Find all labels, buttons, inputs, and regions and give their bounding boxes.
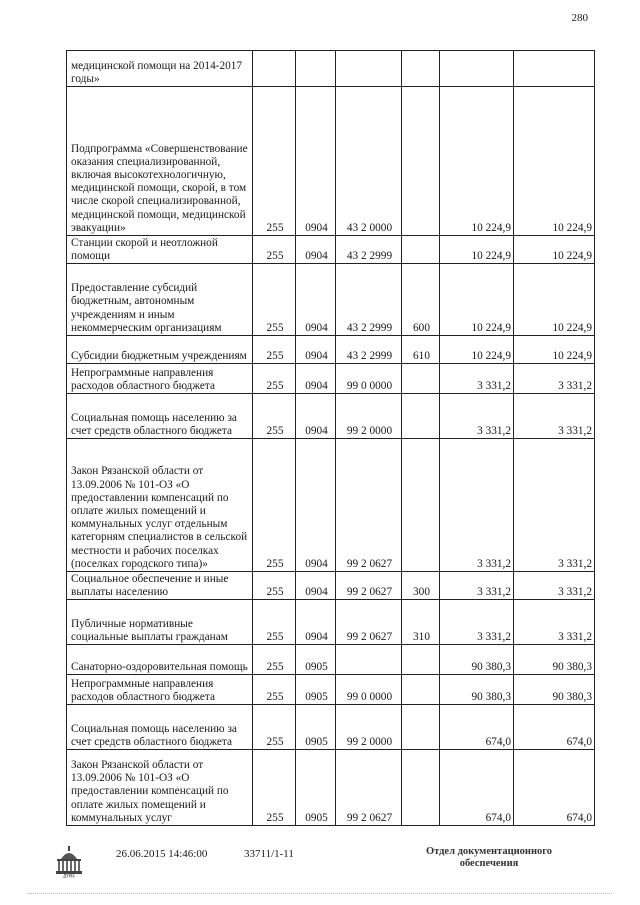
row-name: Социальное обеспечение и иные выплаты населению <box>67 572 253 600</box>
table-row <box>67 705 595 750</box>
row-target-code: 99 2 0000 <box>336 705 402 750</box>
row-target-code: 99 2 0627 <box>336 439 402 572</box>
row-sum-2016: 674,0 <box>440 705 514 750</box>
row-gr-code: 255 <box>253 394 296 439</box>
row-target-code: 99 2 0627 <box>336 600 402 645</box>
row-gr-code: 255 <box>253 336 296 364</box>
row-sum-2016: 3 331,2 <box>440 600 514 645</box>
row-section-code: 0905 <box>296 750 336 826</box>
row-gr-code: 255 <box>253 572 296 600</box>
row-expense-type <box>402 705 440 750</box>
row-name: Закон Рязанской области от 13.09.2006 № 101-ОЗ «О предоставлении компенсаций по оплате жилых помещений и коммунальных услуг отдельным категорням специалистов в сельской местности и рабочих поселках (поселках городского типа)» <box>67 439 253 572</box>
table-row <box>67 572 595 600</box>
row-sum-2017: 3 331,2 <box>514 572 595 600</box>
footer-department-line1: Отдел документационного <box>425 846 553 857</box>
row-gr-code: 255 <box>253 87 296 236</box>
row-name: Социальная помощь населению за счет средств областного бюджета <box>67 705 253 750</box>
row-sum-2016: 3 331,2 <box>440 439 514 572</box>
row-expense-type <box>402 439 440 572</box>
table-row <box>67 364 595 394</box>
row-gr-code: 255 <box>253 600 296 645</box>
row-sum-2016: 3 331,2 <box>440 394 514 439</box>
row-name: Закон Рязанской области от 13.09.2006 № 101-ОЗ «О предоставлении компенсаций по оплате жилых помещений и коммунальных услуг <box>67 750 253 826</box>
row-section-code: 0904 <box>296 87 336 236</box>
row-sum-2016: 10 224,9 <box>440 264 514 336</box>
row-target-code: 99 2 0000 <box>336 394 402 439</box>
row-target-code: 99 0 0000 <box>336 675 402 705</box>
row-target-code <box>336 645 402 675</box>
table-row <box>67 264 595 336</box>
row-expense-type: 310 <box>402 600 440 645</box>
logo-text: ДУМА <box>63 873 75 878</box>
row-sum-2017: 3 331,2 <box>514 600 595 645</box>
row-sum-2017: 3 331,2 <box>514 439 595 572</box>
row-expense-type <box>402 236 440 264</box>
table-row <box>67 675 595 705</box>
row-section-code: 0904 <box>296 336 336 364</box>
row-section-code: 0904 <box>296 264 336 336</box>
row-expense-type <box>402 364 440 394</box>
row-section-code: 0904 <box>296 439 336 572</box>
table-row <box>67 394 595 439</box>
row-sum-2016: 674,0 <box>440 750 514 826</box>
row-name: Подпрограмма «Совершенствование оказания специализированной, включая высокотехнологичную, медицинской помощи, скорой, в том числе скорой специализированной, медицинской помощи, медицинской эвакуации» <box>67 87 253 236</box>
row-name: Непрограммные направления расходов областного бюджета <box>67 675 253 705</box>
footer-department <box>414 846 564 870</box>
row-name: Публичные нормативные социальные выплаты гражданам <box>67 600 253 645</box>
row-target-code: 43 2 0000 <box>336 87 402 236</box>
budget-table <box>66 50 595 826</box>
row-target-code: 99 2 0627 <box>336 750 402 826</box>
row-sum-2017: 10 224,9 <box>514 264 595 336</box>
row-gr-code: 255 <box>253 264 296 336</box>
row-sum-2017: 90 380,3 <box>514 675 595 705</box>
row-expense-type <box>402 87 440 236</box>
row-expense-type <box>402 645 440 675</box>
row-expense-type: 600 <box>402 264 440 336</box>
document-footer <box>0 840 640 900</box>
table-row <box>67 645 595 675</box>
row-section-code <box>296 51 336 87</box>
table-row <box>67 87 595 236</box>
row-section-code: 0905 <box>296 705 336 750</box>
row-target-code: 99 0 0000 <box>336 364 402 394</box>
row-sum-2016: 3 331,2 <box>440 364 514 394</box>
row-sum-2017: 674,0 <box>514 750 595 826</box>
row-sum-2017: 674,0 <box>514 705 595 750</box>
row-section-code: 0904 <box>296 364 336 394</box>
scan-edge-line <box>28 893 612 894</box>
row-target-code: 43 2 2999 <box>336 236 402 264</box>
row-name: Санаторно-оздоровительная помощь <box>67 645 253 675</box>
row-gr-code: 255 <box>253 645 296 675</box>
row-name: Социальная помощь населению за счет средств областного бюджета <box>67 394 253 439</box>
row-sum-2017: 10 224,9 <box>514 87 595 236</box>
duma-emblem-icon <box>52 844 86 878</box>
row-expense-type <box>402 394 440 439</box>
row-sum-2016: 10 224,9 <box>440 236 514 264</box>
row-sum-2016: 90 380,3 <box>440 645 514 675</box>
row-name: Станции скорой и неотложной помощи <box>67 236 253 264</box>
row-section-code: 0904 <box>296 572 336 600</box>
row-target-code: 43 2 2999 <box>336 264 402 336</box>
row-section-code: 0905 <box>296 645 336 675</box>
footer-date: 26.06.2015 14:46:00 <box>116 848 208 860</box>
row-section-code: 0904 <box>296 394 336 439</box>
table-row <box>67 336 595 364</box>
table-row <box>67 750 595 826</box>
row-section-code: 0904 <box>296 236 336 264</box>
row-gr-code: 255 <box>253 364 296 394</box>
row-target-code: 99 2 0627 <box>336 572 402 600</box>
row-section-code: 0904 <box>296 600 336 645</box>
row-target-code <box>336 51 402 87</box>
row-sum-2016: 10 224,9 <box>440 87 514 236</box>
row-gr-code: 255 <box>253 439 296 572</box>
row-expense-type <box>402 675 440 705</box>
row-name: Субсидии бюджетным учреждениям <box>67 336 253 364</box>
row-gr-code <box>253 51 296 87</box>
row-expense-type: 300 <box>402 572 440 600</box>
row-name: Непрограммные направления расходов областного бюджета <box>67 364 253 394</box>
row-expense-type: 610 <box>402 336 440 364</box>
row-sum-2017: 90 380,3 <box>514 645 595 675</box>
table-row <box>67 236 595 264</box>
row-sum-2016: 3 331,2 <box>440 572 514 600</box>
row-gr-code: 255 <box>253 675 296 705</box>
row-section-code: 0905 <box>296 675 336 705</box>
row-sum-2016: 90 380,3 <box>440 675 514 705</box>
row-expense-type <box>402 51 440 87</box>
row-sum-2017: 3 331,2 <box>514 364 595 394</box>
row-gr-code: 255 <box>253 705 296 750</box>
row-sum-2016 <box>440 51 514 87</box>
table-row <box>67 600 595 645</box>
row-sum-2016: 10 224,9 <box>440 336 514 364</box>
row-sum-2017 <box>514 51 595 87</box>
row-gr-code: 255 <box>253 236 296 264</box>
row-sum-2017: 10 224,9 <box>514 236 595 264</box>
row-target-code: 43 2 2999 <box>336 336 402 364</box>
footer-doc-code: 33711/1-11 <box>244 848 294 860</box>
row-name: Предоставление субсидий бюджетным, автономным учреждениям и иным некоммерческим организациям <box>67 264 253 336</box>
footer-department-line2: обеспечения <box>459 858 519 869</box>
table-row <box>67 439 595 572</box>
budget-table-body <box>67 51 595 826</box>
page-number: 280 <box>571 12 588 24</box>
row-expense-type <box>402 750 440 826</box>
row-sum-2017: 3 331,2 <box>514 394 595 439</box>
row-gr-code: 255 <box>253 750 296 826</box>
table-row <box>67 51 595 87</box>
row-name: медицинской помощи на 2014-2017 годы» <box>67 51 253 87</box>
row-sum-2017: 10 224,9 <box>514 336 595 364</box>
